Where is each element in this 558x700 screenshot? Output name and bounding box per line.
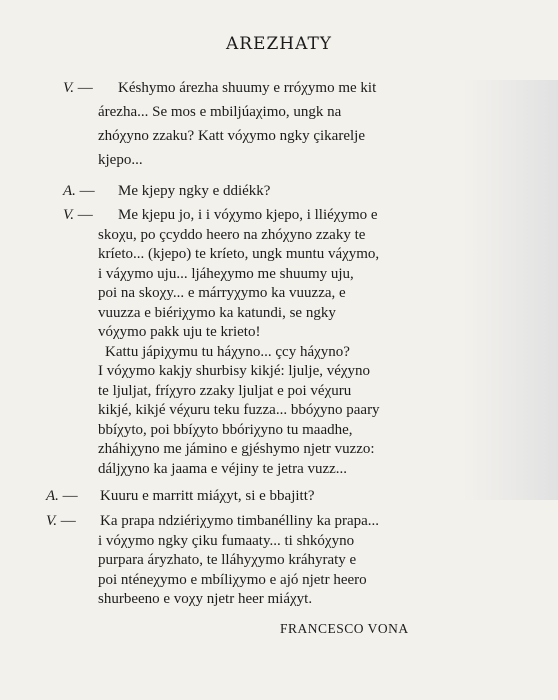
text-line: vóχymo pakk uju te krieto! [98, 324, 261, 340]
text-line: kjepo... [98, 152, 143, 168]
text-line: te ljuljat, fríχyro zzaky ljuljat e poi véχuru [98, 383, 352, 399]
speaker-line [46, 511, 76, 531]
author-signature: FRANCESCO VONA [280, 621, 409, 636]
speaker-label: A. [63, 183, 76, 199]
speaker-line [63, 181, 95, 201]
text-line: poi nténeχymo e mbíliχymo e ajó njetr heero [98, 572, 367, 588]
text-line: vuuzza e biériχymo ka katundi, se ngky [98, 305, 336, 321]
text-line: Kuuru e marritt miáχyt, si e bbajitt? [100, 488, 315, 504]
text-line: zháhiχyno me jámino e gjéshymo njetr vuzzo: [98, 441, 375, 457]
speaker-line [63, 78, 93, 98]
speaker-label: V. [63, 207, 74, 223]
speaker-label: V. [63, 80, 74, 96]
dialogue-dash: — [77, 80, 93, 96]
text-line: purpara áryzhato, te lláhyχymo kráhyraty e [98, 552, 357, 568]
text-line: kikjé, kikjé véχuru teku fuzza... bbóχyno paary [98, 402, 380, 418]
text-line: zhóχyno zzaku? Katt vóχymo ngky çikarelje [98, 128, 365, 144]
text-line: Késhymo árezha shuumy e rróχymo me kit [118, 80, 377, 96]
page-show-through [463, 80, 558, 500]
text-line: i váχymo uju... ljáheχymo me shuumy uju, [98, 266, 354, 282]
text-line: kríeto... (kjepo) te kríeto, ungk muntu váχymo, [98, 246, 380, 262]
dialogue-dash: — [62, 488, 78, 504]
text-line: skoχu, po çcyddo heero na zhóχyno zzaky te [98, 227, 366, 243]
dialogue-dash: — [60, 513, 76, 529]
speaker-line [63, 205, 93, 225]
speaker-label: V. [46, 513, 57, 529]
text-line: Ka prapa ndziériχymo timbanélliny ka prapa... [100, 513, 380, 529]
text-line: dáljχyno ka jaama e véjiny te jetra vuzz... [98, 461, 348, 477]
text-line: shurbeeno e voχy njetr heer miáχyt. [98, 591, 313, 607]
text-line: Me kjepu jo, i i vóχymo kjepo, i lliéχymo e [118, 207, 378, 223]
dialogue-dash: — [79, 183, 95, 199]
text-line: árezha... Se mos e mbiljúaχimo, ungk na [98, 104, 342, 120]
text-line: bbíχyto, poi bbíχyto bbóriχyno tu maadhe, [98, 422, 353, 438]
text-line: Kattu jápiχymu tu háχyno... çcy háχyno? [105, 344, 350, 360]
poem-title: AREZHATY [225, 34, 333, 54]
speaker-label: A. [46, 488, 59, 504]
text-line: Me kjepy ngky e ddiékk? [118, 183, 271, 199]
text-line: I vóχymo kakjy shurbisy kikjé: ljulje, véχyno [98, 363, 371, 379]
text-line: i vóχymo ngky çiku fumaaty... ti shkóχyno [98, 533, 355, 549]
speaker-line [46, 486, 78, 506]
dialogue-dash: — [77, 207, 93, 223]
text-line: poi na skoχy... e márryχymo ka vuuzza, e [98, 285, 346, 301]
